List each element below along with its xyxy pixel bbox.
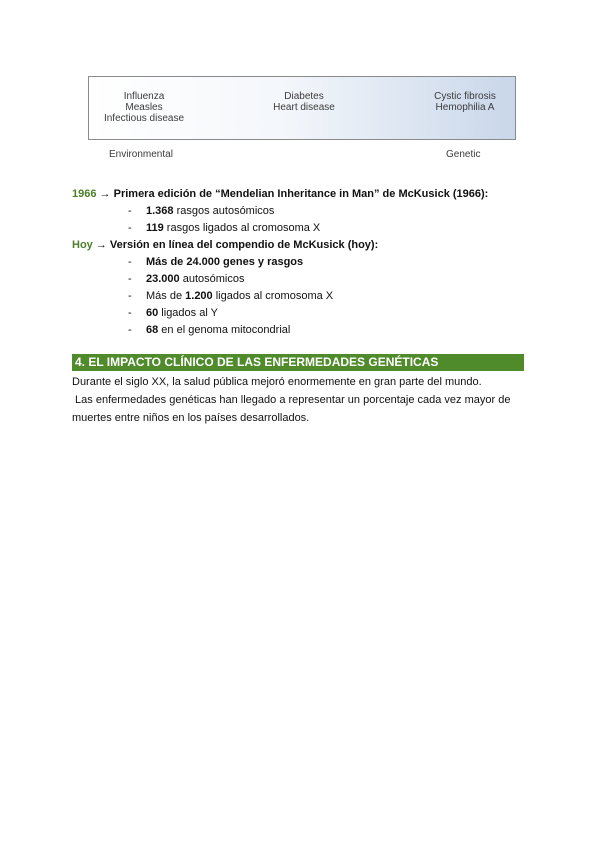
- paragraph: muertes entre niños en los países desarrollados.: [72, 412, 310, 424]
- entry-year: 1966: [72, 188, 97, 200]
- genetic-diseases: [419, 91, 511, 113]
- disease-label: Diabetes: [284, 91, 324, 102]
- multifactorial-diseases: [249, 91, 359, 113]
- arrow-icon: →: [99, 188, 111, 200]
- entry-title: Versión en línea del compendio de McKusick (hoy):: [109, 239, 379, 251]
- section-heading: 4. EL IMPACTO CLÍNICO DE LAS ENFERMEDADES GENÉTICAS: [72, 354, 524, 371]
- disease-spectrum-diagram: [88, 76, 516, 140]
- environmental-diseases: [99, 91, 189, 124]
- disease-label: Influenza: [123, 91, 165, 102]
- disease-label: Hemophilia A: [435, 102, 495, 113]
- dash-bullet-icon: -: [128, 205, 132, 217]
- dash-bullet-icon: -: [128, 222, 132, 234]
- dash-bullet-icon: -: [128, 273, 132, 285]
- disease-label: Measles: [125, 102, 163, 113]
- disease-label: Cystic fibrosis: [434, 91, 496, 102]
- axis-label-genetic: Genetic: [446, 149, 481, 160]
- entry-1966-heading: [72, 187, 488, 201]
- paragraph: Las enfermedades genéticas han llegado a representar un porcentaje cada vez mayor de: [72, 394, 511, 406]
- disease-label: Infectious disease: [103, 113, 185, 124]
- paragraph: Durante el siglo XX, la salud pública mejoró enormemente en gran parte del mundo.: [72, 376, 482, 388]
- dash-bullet-icon: -: [128, 307, 132, 319]
- disease-label: Heart disease: [273, 102, 335, 113]
- dash-bullet-icon: -: [128, 290, 132, 302]
- arrow-icon: →: [95, 239, 107, 251]
- axis-label-environmental: Environmental: [109, 149, 173, 160]
- entry-title: Primera edición de “Mendelian Inheritance in Man” de McKusick (1966):: [113, 188, 489, 200]
- entry-year: Hoy: [72, 239, 93, 251]
- dash-bullet-icon: -: [128, 256, 132, 268]
- dash-bullet-icon: -: [128, 324, 132, 336]
- entry-hoy-heading: [72, 238, 378, 252]
